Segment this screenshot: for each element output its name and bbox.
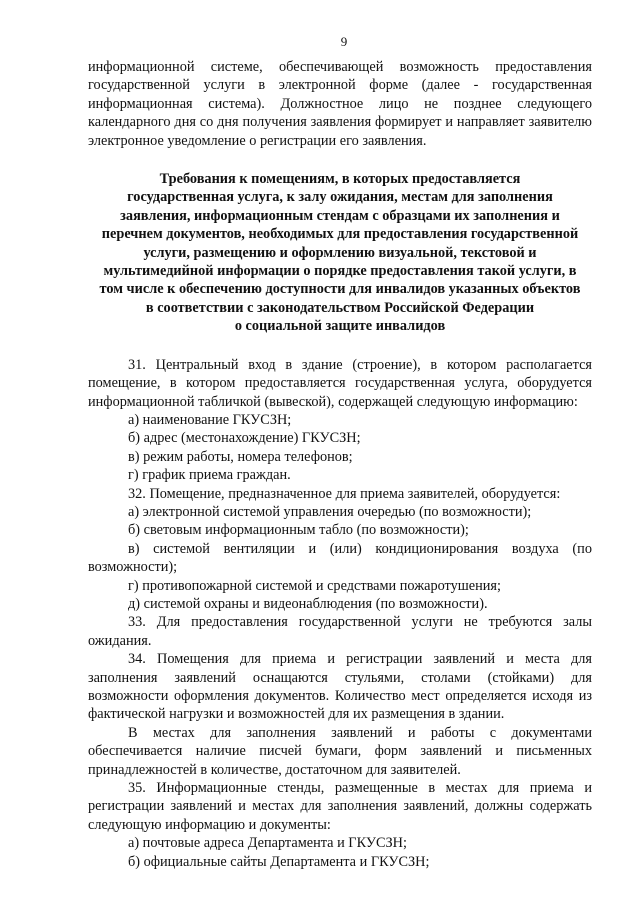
paragraph-34: 34. Помещения для приема и регистрации заявлений и места для заполнения заявлений оснащаются стульями, столами (стойками) для возможности оформления документов. Количество мест определяется исходя из фактической нагрузки и возможностей для их размещения в здании. — [88, 651, 592, 723]
paragraph-34-continued: В местах для заполнения заявлений и работы с документами обеспечивается наличие писчей бумаги, форм заявлений и письменных принадлежностей в количестве, достаточном для заявителей. — [88, 724, 592, 778]
intro-paragraph: информационной системе, обеспечивающей возможность предоставления государственной услуги в электронной форме (далее - государственная информационная система). Должностное лицо не позднее следующего календарного дня со дня получения заявления формирует и направляет заявителю электронное уведомление о регистрации его заявления. — [88, 59, 592, 149]
heading-line: том числе к обеспечению доступности для инвалидов указанных объектов — [99, 281, 581, 298]
list-item: б) официальные сайты Департамента и ГКУСЗН; — [128, 853, 430, 870]
list-item: в) системой вентиляции и (или) кондиционирования воздуха (по возможности); — [88, 540, 592, 576]
heading-line: мультимедийной информации о порядке предоставления такой услуги, в — [103, 263, 577, 280]
heading-line: перечнем документов, необходимых для предоставления государственной — [101, 226, 579, 243]
heading-line: в соответствии с законодательством Российской Федерации — [145, 299, 535, 316]
section-heading — [94, 170, 586, 336]
list-item: а) наименование ГКУСЗН; — [128, 411, 292, 428]
paragraph-35: 35. Информационные стенды, размещенные в местах для приема и регистрации заявлений и местах для заполнения заявлений, должны содержать следующую информацию и документы: — [88, 780, 592, 833]
heading-line: о социальной защите инвалидов — [234, 318, 446, 335]
list-item: г) график приема граждан. — [128, 467, 291, 484]
list-item: д) системой охраны и видеонаблюдения (по возможности). — [128, 595, 488, 612]
list-item: б) световым информационным табло (по возможности); — [128, 522, 469, 539]
heading-line: услуги, размещению и оформлению визуальной, текстовой и — [143, 244, 537, 261]
list-item: г) противопожарной системой и средствами пожаротушения; — [128, 577, 501, 594]
heading-line: Требования к помещениям, в которых предоставляется — [159, 171, 521, 188]
list-item: б) адрес (местонахождение) ГКУСЗН; — [128, 430, 361, 447]
heading-line: заявления, информационным стендам с образцами их заполнения и — [120, 207, 560, 224]
heading-line: государственная услуга, к залу ожидания, местам для заполнения — [127, 189, 553, 206]
page-number: 9 — [340, 34, 348, 49]
paragraph-32: 32. Помещение, предназначенное для приема заявителей, оборудуется: — [128, 485, 561, 502]
list-item: в) режим работы, номера телефонов; — [128, 448, 353, 465]
list-item: а) электронной системой управления очередью (по возможности); — [128, 503, 532, 520]
paragraph-33: 33. Для предоставления государственной услуги не требуются залы ожидания. — [88, 614, 592, 649]
paragraph-31: 31. Центральный вход в здание (строение), в котором располагается помещение, в котором предоставляется государственная услуга, оборудуется информационной табличкой (вывеской), содержащей следующую информацию: — [88, 356, 592, 410]
list-item: а) почтовые адреса Департамента и ГКУСЗН; — [128, 835, 407, 852]
